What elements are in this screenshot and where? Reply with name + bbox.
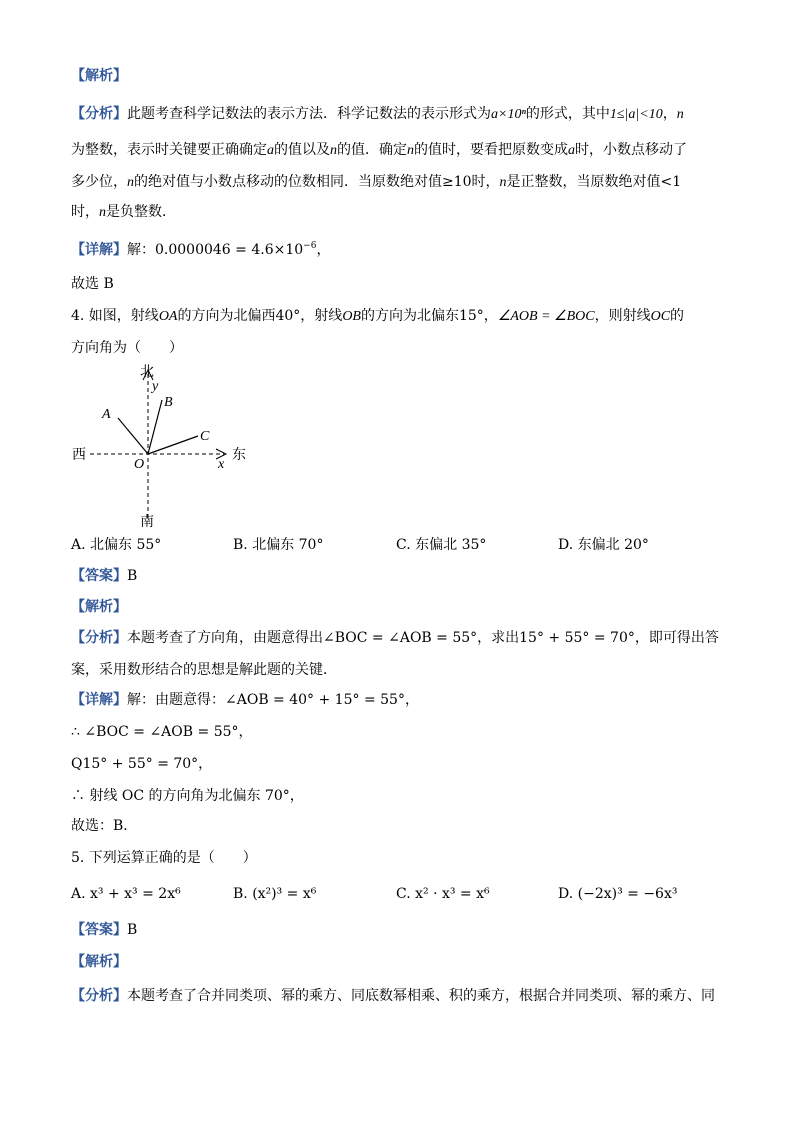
A-label: A [102, 407, 111, 422]
fenxi-paragraph-line3: 多少位，n的绝对值与小数点移动的位数相同．当原数绝对值≥10时，n是正整数，当原数绝对值<1 [71, 174, 682, 190]
q5-fenxi: 【分析】本题考查了合并同类项、幂的乘方、同底数幂相乘、积的乘方，根据合并同类项、幂的乘方、同 [71, 988, 715, 1004]
direction-figure [66, 358, 266, 530]
x-label: x [218, 457, 225, 472]
q4-xiangjie-line2: ∴ ∠BOC = ∠AOB = 55°， [71, 724, 253, 740]
fenxi-paragraph-line1: 【分析】此题考查科学记数法的表示方法．科学记数法的表示形式为a×10ⁿ的形式，其中1≤|a|<10，n [71, 106, 684, 122]
q5-option-c: C. x² · x³ = x⁶ [396, 886, 490, 902]
q4-option-c: C. 东偏北 35° [396, 537, 487, 553]
ray-OA [118, 418, 148, 454]
q4-fenxi-line1: 【分析】本题考查了方向角，由题意得出∠BOC = ∠AOB = 55°，求出15° + 55° = 70°，即可得出答 [71, 630, 719, 646]
q4-stem-line1: 4. 如图，射线OA的方向为北偏西40°，射线OB的方向为北偏东15°，∠AOB = ∠BOC，则射线OC的 [71, 308, 685, 324]
fenxi-paragraph-line2: 为整数，表示时关键要正确确定a的值以及n的值．确定n的值时，要看把原数变成a时，小数点移动了 [71, 142, 687, 158]
xiangjie-line: 【详解】解：$0.0000046 = 4.6\times 10^{-6}$， [71, 241, 331, 258]
ray-OC [148, 436, 198, 454]
q4-xiangjie-line1: 【详解】解：由题意得：∠AOB = 40° + 15° = 55°， [71, 692, 419, 708]
q4-jiexi: 【解析】 [71, 599, 127, 615]
q5-jiexi: 【解析】 [71, 954, 127, 970]
B-label: B [164, 395, 173, 410]
q5-stem: 5. 下列运算正确的是（ ） [71, 850, 257, 866]
q4-conclusion: 故选：B． [71, 818, 138, 834]
q4-answer: 【答案】B [71, 568, 138, 584]
q5-option-b: B. (x²)³ = x⁶ [233, 886, 317, 902]
q4-option-b: B. 北偏东 70° [233, 537, 324, 553]
q5-answer: 【答案】B [71, 922, 138, 938]
y-label: y [152, 379, 159, 394]
east-label: 东 [232, 448, 246, 463]
north-label: 北 [140, 365, 154, 380]
south-label: 南 [140, 515, 154, 530]
choice-conclusion: 故选 B [71, 276, 114, 292]
jiexi-heading: 【解析】 [71, 68, 127, 84]
ray-OB [148, 400, 162, 454]
west-label: 西 [72, 448, 86, 463]
q4-stem-line2: 方向角为（ ） [71, 340, 183, 356]
q5-option-a: A. x³ + x³ = 2x⁶ [71, 886, 181, 902]
q4-xiangjie-line3: Q15° + 55° = 70°， [71, 756, 213, 772]
q5-option-d: D. (−2x)³ = −6x³ [558, 886, 678, 902]
q4-xiangjie-line4: ∴ 射线 OC 的方向角为北偏东 70°， [71, 788, 304, 804]
q4-option-d: D. 东偏北 20° [558, 537, 649, 553]
O-label: O [134, 457, 145, 472]
C-label: C [200, 429, 210, 444]
q4-fenxi-line2: 案，采用数形结合的思想是解此题的关键． [71, 662, 337, 678]
fenxi-paragraph-line4: 时，n是负整数． [71, 204, 176, 220]
q4-option-a: A. 北偏东 55° [71, 537, 162, 553]
